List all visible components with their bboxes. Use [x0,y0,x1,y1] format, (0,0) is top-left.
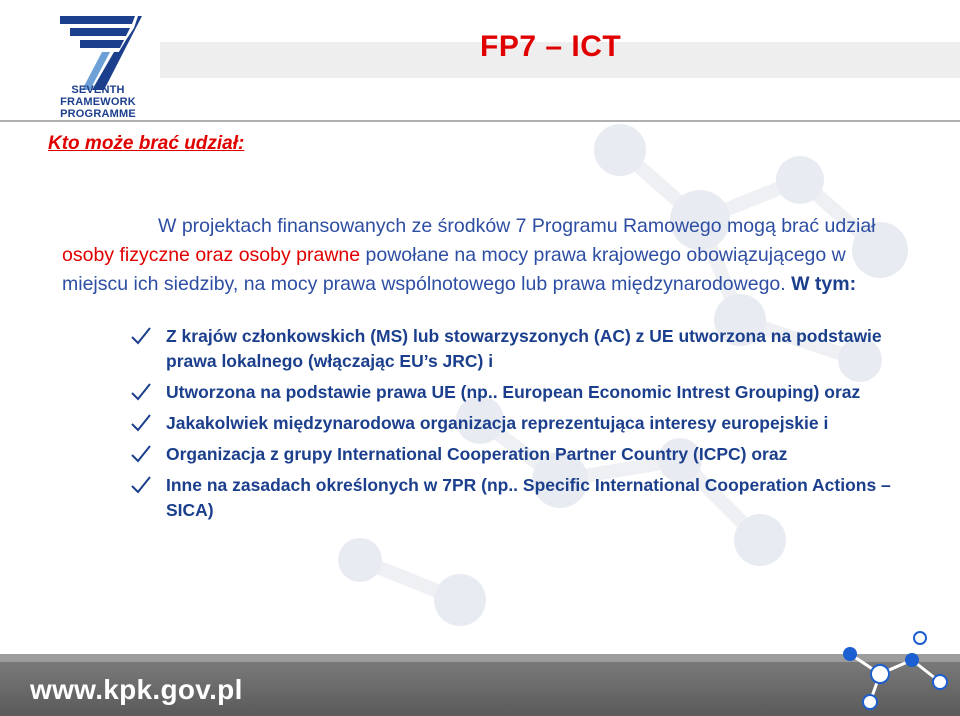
list-item [130,380,910,405]
footer-shine [0,654,960,662]
checkmark-icon [130,382,152,402]
intro-highlight-legal-persons: osoby prawne [238,244,361,266]
intro-paragraph [62,212,912,299]
list-item-text: Jakakolwiek międzynarodowa organizacja reprezentująca interesy europejskie i [166,413,829,433]
footer-url: www.kpk.gov.pl [30,674,243,705]
list-item-text: Organizacja z grupy International Cooperation Partner Country (ICPC) oraz [166,444,788,464]
intro-text-part-2: powołane na mocy prawa krajowego obowiązującego w miejscu ich siedziby, na mocy prawa wspólnotowego lub prawa międzynarodowego. [62,244,846,295]
intro-highlight-natural-persons: osoby fizyczne [62,244,190,266]
eligibility-list [130,324,910,529]
list-item [130,411,910,436]
intro-lead: W tym: [785,273,857,295]
molecule-icon [820,630,960,716]
list-item [130,324,910,374]
list-item [130,473,910,523]
checkmark-icon [130,326,152,346]
checkmark-icon [130,444,152,464]
header-divider [0,120,960,122]
logo-text [40,84,156,120]
checkmark-icon [130,475,152,495]
intro-text-part-1: W projektach finansowanych ze środków 7 Programu Ramowego mogą brać udział [158,215,876,237]
checkmark-icon [130,413,152,433]
list-item-text: Inne na zasadach określonych w 7PR (np.. Specific International Cooperation Actions – SICA) [166,475,891,520]
list-item [130,442,910,467]
intro-connector: oraz [189,244,239,266]
list-item-text: Z krajów członkowskich (MS) lub stowarzyszonych (AC) z UE utworzona na podstawie prawa lokalnego (włączając EU’s JRC) i [166,326,882,371]
logo-line-2: PROGRAMME [60,108,136,120]
logo-line-1: SEVENTH FRAMEWORK [60,84,136,108]
slide-title: FP7 – ICT [480,30,622,63]
section-heading: Kto może brać udział: [48,133,245,154]
list-item-text: Utworzona na podstawie prawa UE (np.. European Economic Intrest Grouping) oraz [166,382,861,402]
